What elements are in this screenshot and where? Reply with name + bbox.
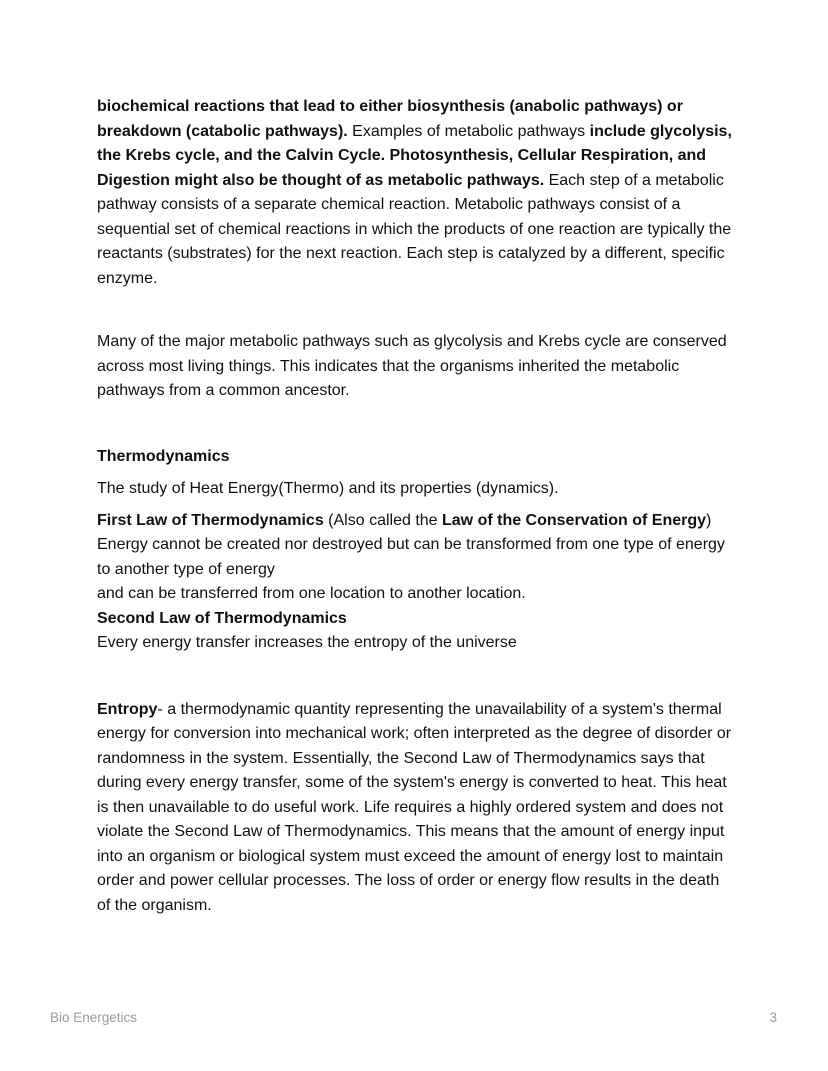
bold-text-run: First Law of Thermodynamics	[97, 511, 324, 529]
bold-text-run: Entropy	[97, 700, 158, 718]
text-run: Many of the major metabolic pathways such as glycolysis and Krebs cycle are conserved across most living things. This indicates that the organisms inherited the metabolic pathways from a common ancestor.	[97, 333, 727, 399]
bold-text-run: Law of the Conservation of Energy	[442, 511, 707, 529]
text-run: - a thermodynamic quantity representing the unavailability of a system's thermal energy for conversion into mechanical work; often interpreted as the degree of disorder or randomness in the system. Essentially, the Second Law of Thermodynamics says that during every energy transfer, some of the system's energy is converted to heat. This heat is then unavailable to do useful work. Life requires a highly ordered system and does not violate the Second Law of Thermodynamics. This means that the amount of energy input into an organism or biological system must exceed the amount of energy lost to maintain order and power cellular processes. The loss of order or energy flow results in the death of the organism.	[97, 700, 732, 914]
conserved-pathways-paragraph	[97, 330, 733, 404]
document-body	[97, 0, 733, 918]
text-run: Every energy transfer increases the entropy of the universe	[97, 634, 517, 651]
bold-text-run: Thermodynamics	[97, 447, 230, 465]
metabolic-pathways-paragraph	[97, 95, 733, 291]
footer-page-number: 3	[769, 1010, 777, 1025]
text-run: Each step of a metabolic pathway consists of a separate chemical reaction. Metabolic pathways consist of a sequential set of chemical reactions in which the products of one reaction are typically the reactants (substrates) for the next reaction. Each step is catalyzed by a different, specific enzyme.	[97, 171, 732, 287]
entropy-paragraph	[97, 698, 733, 919]
footer-document-title: Bio Energetics	[50, 1010, 138, 1025]
text-run: The study of Heat Energy(Thermo) and its properties (dynamics).	[97, 480, 559, 497]
text-run: )	[706, 511, 712, 529]
text-run: (Also called the	[323, 511, 442, 529]
laws-of-thermodynamics-paragraph	[97, 509, 733, 656]
text-run: and can be transferred from one location to another location.	[97, 585, 526, 602]
bold-text-run: include glycolysis, the Krebs cycle, and the Calvin Cycle. Photosynthesis, Cellular Respiration, and Digestion might also be thought of as metabolic pathways.	[97, 122, 732, 189]
text-run: Examples of metabolic pathways	[347, 122, 590, 140]
bold-text-run: Second Law of Thermodynamics	[97, 609, 347, 627]
text-run: Energy cannot be created nor destroyed but can be transformed from one type of energy to another type of energy	[97, 536, 725, 578]
page-footer	[50, 1010, 777, 1026]
thermodynamics-heading	[97, 445, 733, 470]
bold-text-run: biochemical reactions that lead to either biosynthesis (anabolic pathways) or breakdown (catabolic pathways).	[97, 98, 683, 140]
thermodynamics-definition-paragraph	[97, 477, 733, 502]
